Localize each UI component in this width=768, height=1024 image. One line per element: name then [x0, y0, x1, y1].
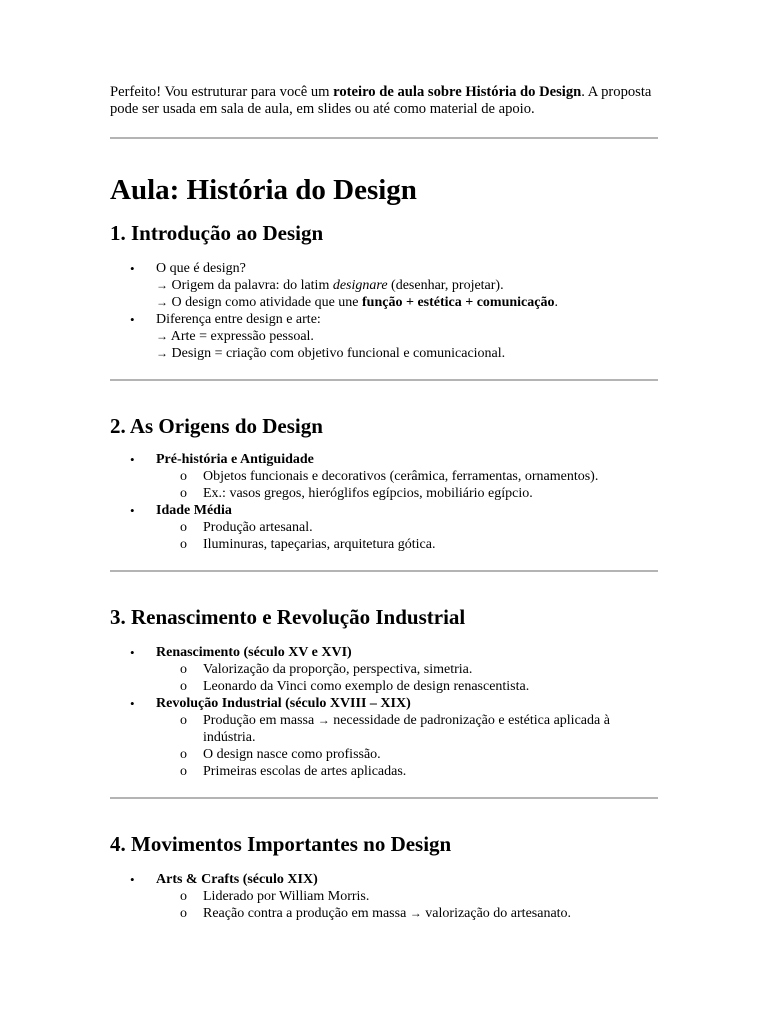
sub-line [156, 294, 658, 311]
item-text: O que é design? [156, 261, 246, 276]
sub-item: o Ex.: vasos gregos, hieróglifos egípcios, mobiliário egípcio. [156, 485, 658, 502]
sub-item [156, 905, 658, 922]
sub-bold: função + estética + comunicação [362, 295, 555, 310]
section-4-list [110, 871, 658, 922]
item-label: Arts & Crafts (século XIX) [156, 872, 318, 887]
section-heading-3: 3. Renascimento e Revolução Industrial [110, 605, 466, 629]
sub-item: o Valorização da proporção, perspectiva, simetria. [156, 661, 658, 678]
sub-line [156, 345, 658, 362]
sub-item: o Produção artesanal. [156, 519, 658, 536]
item-text: Diferença entre design e arte: [156, 312, 321, 327]
intro-paragraph [110, 84, 658, 118]
list-item [110, 451, 658, 502]
sub-line [156, 328, 658, 345]
arrow-icon: → [156, 329, 168, 343]
sub-item: o Iluminuras, tapeçarias, arquitetura gótica. [156, 536, 658, 553]
sub-item [156, 712, 658, 746]
section-1-list [110, 260, 658, 362]
section-heading-1: 1. Introdução ao Design [110, 221, 324, 245]
divider [110, 570, 658, 572]
intro-text-end: . A proposta pode ser usada em sala de aula, em slides ou até como material de apoio. [110, 84, 652, 117]
divider [110, 137, 658, 139]
section-heading-2: 2. As Origens do Design [110, 414, 323, 438]
list-item [110, 260, 658, 311]
sub-item: o Leonardo da Vinci como exemplo de design renascentista. [156, 678, 658, 695]
sub-list [156, 712, 658, 780]
sub-text: Produção em massa [203, 713, 318, 728]
divider [110, 797, 658, 799]
sub-item: o Primeiras escolas de artes aplicadas. [156, 763, 658, 780]
list-item [110, 502, 658, 553]
intro-bold: roteiro de aula sobre História do Design [333, 84, 582, 100]
item-label: Idade Média [156, 503, 232, 518]
sub-text: Arte = expressão pessoal. [170, 329, 314, 344]
sub-list [156, 468, 658, 502]
sub-text: Design = criação com objetivo funcional e comunicacional. [171, 346, 506, 361]
sub-list [156, 519, 658, 553]
section-2-list [110, 451, 658, 553]
sub-item: o Liderado por William Morris. [156, 888, 658, 905]
item-label: Pré-história e Antiguidade [156, 452, 314, 467]
arrow-icon: → [409, 906, 422, 920]
list-item [110, 871, 658, 922]
sub-list [156, 888, 658, 922]
sub-list [156, 661, 658, 695]
arrow-icon: → [156, 346, 168, 360]
sub-text: necessidade de padronização e estética aplicada à indústria. [203, 713, 610, 745]
sub-text: (desenhar, projetar). [387, 278, 504, 293]
document [110, 84, 658, 922]
page-title: Aula: História do Design [110, 174, 417, 206]
section-3-list [110, 644, 658, 780]
item-label: Renascimento (século XV e XVI) [156, 645, 352, 660]
divider [110, 379, 658, 381]
list-item [110, 644, 658, 695]
sub-text: valorização do artesanato. [421, 906, 572, 921]
list-item [110, 311, 658, 362]
section-heading-4: 4. Movimentos Importantes no Design [110, 832, 452, 856]
sub-line [156, 277, 658, 294]
item-label: Revolução Industrial (século XVIII – XIX) [156, 696, 411, 711]
sub-text: Reação contra a produção em massa [203, 906, 410, 921]
intro-text: Perfeito! Vou estruturar para você um [110, 84, 334, 100]
sub-text: Origem da palavra: do latim [171, 278, 333, 293]
arrow-icon: → [317, 713, 330, 727]
sub-item: o Objetos funcionais e decorativos (cerâmica, ferramentas, ornamentos). [156, 468, 658, 485]
arrow-icon: → [156, 295, 168, 309]
sub-emphasis: designare [332, 278, 388, 293]
sub-text: O design como atividade que une [171, 295, 363, 310]
arrow-icon: → [156, 278, 168, 292]
sub-item: o O design nasce como profissão. [156, 746, 658, 763]
list-item [110, 695, 658, 780]
sub-text: . [554, 295, 558, 310]
